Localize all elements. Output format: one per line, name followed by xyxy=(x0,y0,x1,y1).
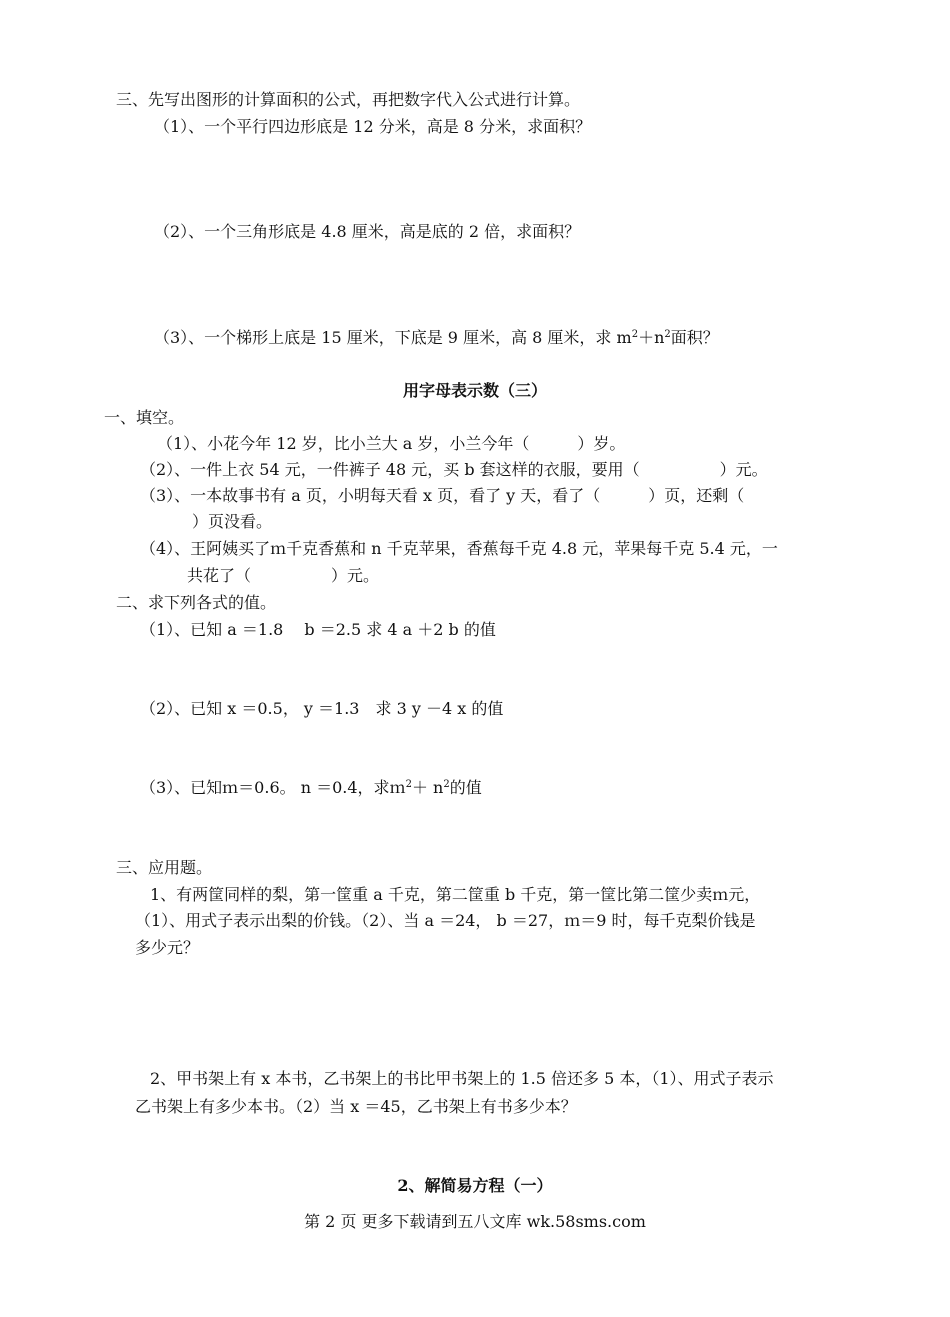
section-heading-values: 二、求下列各式的值。 xyxy=(116,593,277,612)
value-question-3-text: ＋ n xyxy=(411,778,444,797)
question-parallelogram: （1）、一个平行四边形底是 12 分米，高是 8 分米，求面积？ xyxy=(154,117,592,136)
application-problem-1-cont: 多少元？ xyxy=(135,938,200,957)
application-problem-2: 2、甲书架上有 x 本书，乙书架上的书比甲书架上的 1.5 倍还多 5 本，（1）、用式子表示 xyxy=(150,1069,774,1088)
value-question-3 xyxy=(140,777,482,799)
superscript: 2 xyxy=(664,329,671,340)
application-problem-1-cont: （1）、用式子表示出梨的价钱。（2）、当 a ＝24， b ＝27，ｍ＝9 时，每千克梨价钱是 xyxy=(135,911,756,930)
superscript: 2 xyxy=(631,329,639,340)
value-question-1: （1）、已知 a ＝1.8 b ＝2.5 求 4 a ＋2 b 的值 xyxy=(140,620,496,639)
value-question-3-text: 的值 xyxy=(449,778,482,797)
value-question-3-text: （3）、已知ｍ＝0.6。 n ＝0.4，求ｍ xyxy=(140,778,406,797)
question-trapezoid-text: 面积？ xyxy=(670,328,719,347)
lesson-title: 用字母表示数（三） xyxy=(402,381,547,400)
superscript: 2 xyxy=(443,779,450,790)
section-heading-formulas: 三、先写出图形的计算面积的公式，再把数字代入公式进行计算。 xyxy=(116,90,581,109)
section-heading-fill: 一、填空。 xyxy=(104,408,185,427)
fill-question-4-cont: 共花了（ ）元。 xyxy=(187,566,380,585)
fill-question-4: （4）、王阿姨买了ｍ千克香蕉和 n 千克苹果，香蕉每千克 4.8 元，苹果每千克 5.4 元，一 xyxy=(140,539,778,558)
fill-question-2: （2）、一件上衣 54 元，一件裤子 48 元，买 b 套这样的衣服，要用（ ）元。 xyxy=(140,460,768,479)
superscript: 2 xyxy=(405,779,412,790)
fill-question-3-cont: ）页没看。 xyxy=(192,512,273,531)
page-footer: 第 2 页 更多下载请到五八文库 wk.58sms.com xyxy=(304,1212,646,1231)
fill-question-1: （1）、小花今年 12 岁，比小兰大 a 岁，小兰今年（ ）岁。 xyxy=(157,434,626,453)
question-trapezoid-text: ＋n xyxy=(638,328,665,347)
fill-question-3: （3）、一本故事书有 a 页，小明每天看 x 页，看了 y 天，看了（ ）页，还剩（ xyxy=(140,486,745,505)
value-question-2: （2）、已知 x ＝0.5， y ＝1.3 求 3 y －4 x 的值 xyxy=(140,699,504,718)
question-trapezoid-text: （3）、一个梯形上底是 15 厘米，下底是 9 厘米，高 8 厘米，求 m xyxy=(154,328,632,347)
question-trapezoid xyxy=(154,327,719,349)
section-heading-application: 三、应用题。 xyxy=(116,858,213,877)
application-problem-1: 1、有两筐同样的梨，第一筐重 a 千克，第二筐重 b 千克，第一筐比第二筐少卖ｍ元， xyxy=(150,885,761,904)
question-triangle: （2）、一个三角形底是 4.8 厘米，高是底的 2 倍，求面积？ xyxy=(154,222,581,241)
next-section-title: 2、解简易方程（一） xyxy=(397,1176,553,1195)
application-problem-2-cont: 乙书架上有多少本书。（2）当 x ＝45，乙书架上有书多少本？ xyxy=(135,1097,577,1116)
